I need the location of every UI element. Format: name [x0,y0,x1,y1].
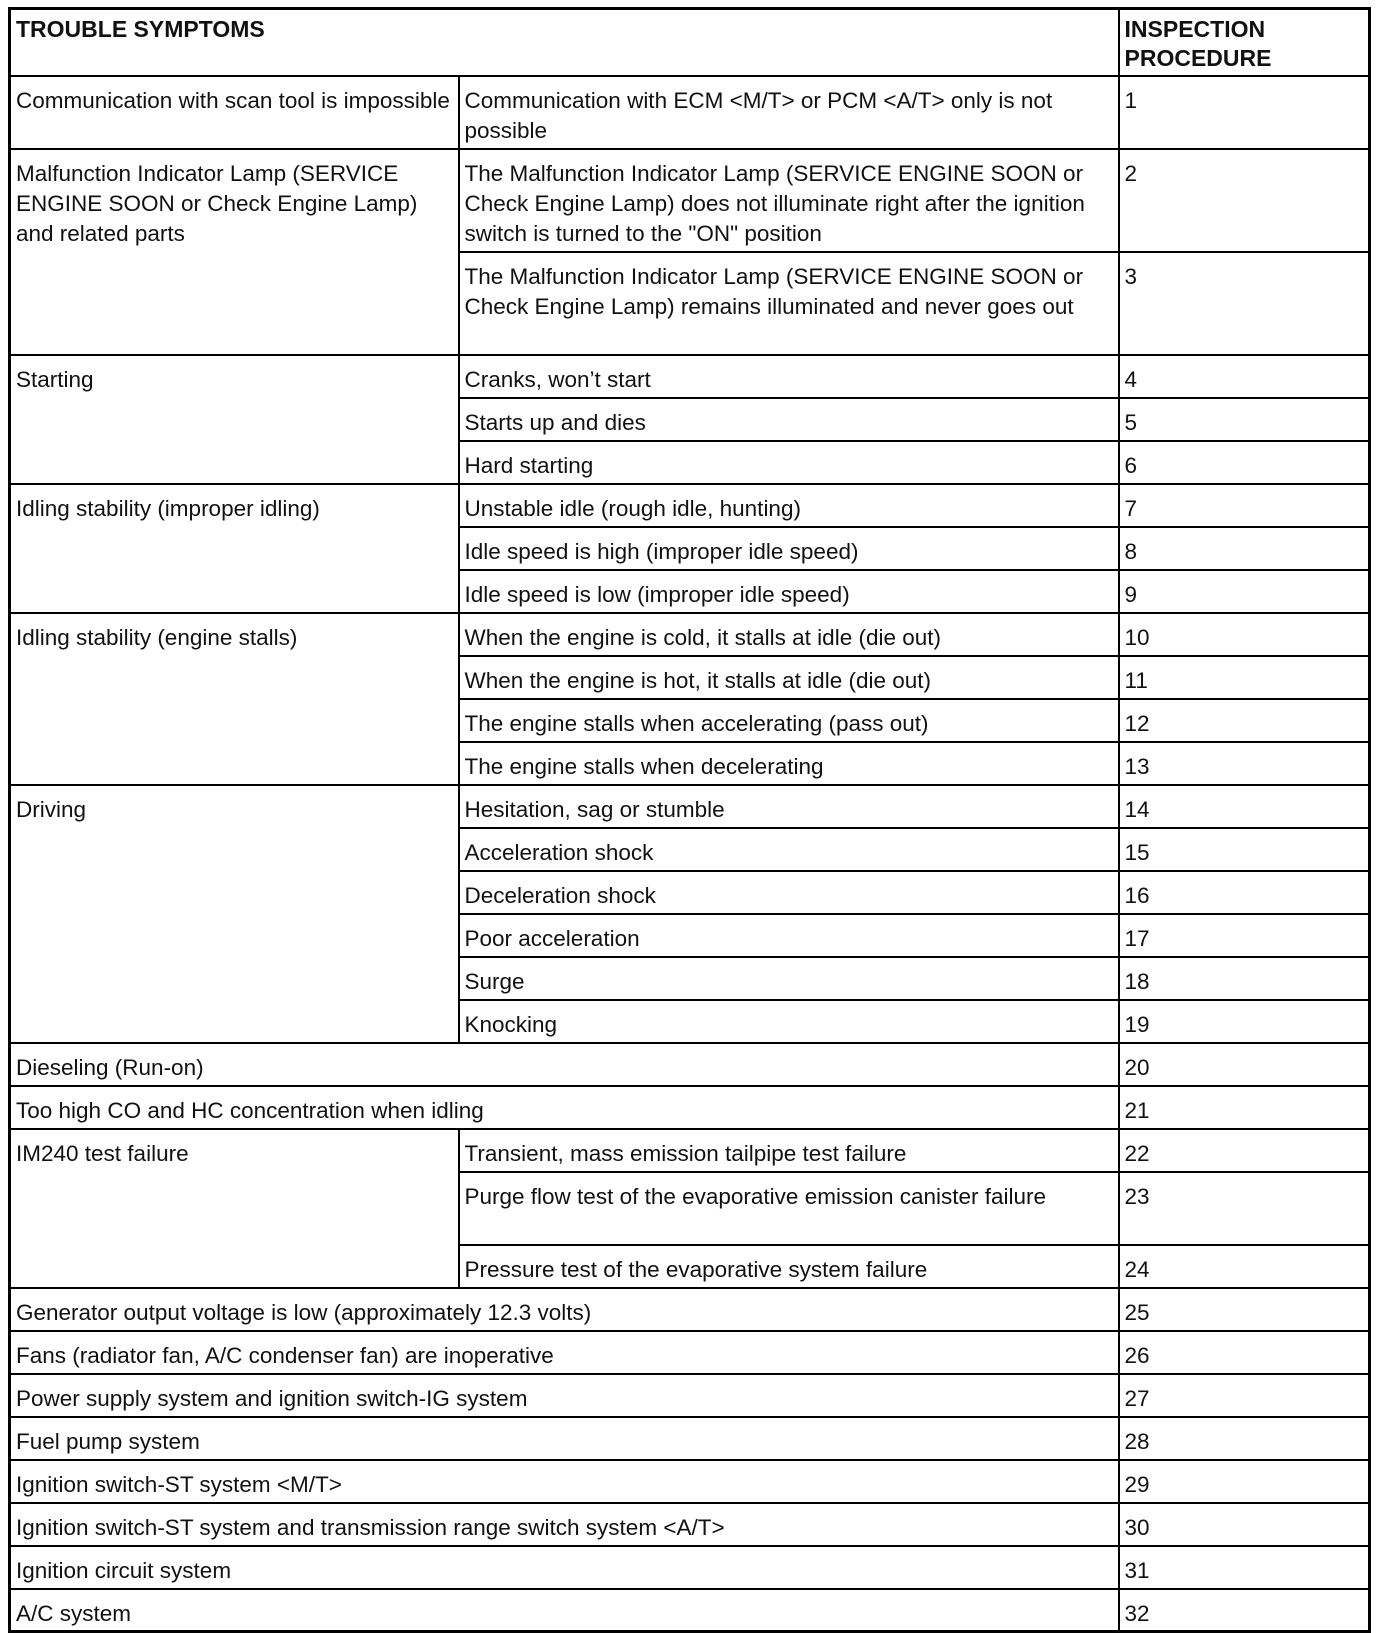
symptom-cell: Poor acceleration [459,914,1119,957]
symptom-cell: Deceleration shock [459,871,1119,914]
group-idling-stalls: Idling stability (engine stalls) [10,613,459,785]
procedure-cell: 12 [1119,699,1370,742]
table-row [10,785,1370,828]
procedure-cell: 27 [1119,1374,1370,1417]
symptom-cell: Communication with ECM <M/T> or PCM <A/T> only is not possible [459,76,1119,149]
symptom-cell: Dieseling (Run-on) [10,1043,1119,1086]
procedure-cell: 32 [1119,1589,1370,1632]
procedure-cell: 7 [1119,484,1370,527]
table-row [10,1460,1370,1503]
procedure-cell: 3 [1119,252,1370,355]
procedure-cell: 29 [1119,1460,1370,1503]
symptom-cell: Generator output voltage is low (approximately 12.3 volts) [10,1288,1119,1331]
table-row [10,1374,1370,1417]
symptom-cell: Power supply system and ignition switch-IG system [10,1374,1119,1417]
procedure-cell: 11 [1119,656,1370,699]
procedure-cell: 6 [1119,441,1370,484]
procedure-cell: 26 [1119,1331,1370,1374]
symptom-cell: Starts up and dies [459,398,1119,441]
symptom-cell: A/C system [10,1589,1119,1632]
procedure-cell: 28 [1119,1417,1370,1460]
group-im240: IM240 test failure [10,1129,459,1288]
group-mil: Malfunction Indicator Lamp (SERVICE ENGINE SOON or Check Engine Lamp) and related parts [10,149,459,355]
header-row [10,9,1370,76]
table-row [10,1086,1370,1129]
table-row [10,1417,1370,1460]
procedure-cell: 24 [1119,1245,1370,1288]
symptom-cell: Fans (radiator fan, A/C condenser fan) are inoperative [10,1331,1119,1374]
symptom-cell: The Malfunction Indicator Lamp (SERVICE ENGINE SOON or Check Engine Lamp) remains illuminated and never goes out [459,252,1119,355]
procedure-cell: 17 [1119,914,1370,957]
group-idling-improper: Idling stability (improper idling) [10,484,459,613]
table-row [10,484,1370,527]
procedure-cell: 19 [1119,1000,1370,1043]
procedure-cell: 18 [1119,957,1370,1000]
procedure-cell: 5 [1119,398,1370,441]
symptom-cell: Idle speed is low (improper idle speed) [459,570,1119,613]
procedure-cell: 22 [1119,1129,1370,1172]
symptom-cell: Unstable idle (rough idle, hunting) [459,484,1119,527]
symptom-cell: Cranks, won’t start [459,355,1119,398]
procedure-cell: 31 [1119,1546,1370,1589]
symptom-cell: Idle speed is high (improper idle speed) [459,527,1119,570]
symptom-cell: Ignition switch-ST system <M/T> [10,1460,1119,1503]
symptom-cell: When the engine is cold, it stalls at idle (die out) [459,613,1119,656]
table-row [10,1288,1370,1331]
procedure-cell: 13 [1119,742,1370,785]
symptom-cell: Pressure test of the evaporative system failure [459,1245,1119,1288]
procedure-cell: 10 [1119,613,1370,656]
symptom-cell: Ignition circuit system [10,1546,1119,1589]
symptom-cell: The engine stalls when accelerating (pass out) [459,699,1119,742]
group-starting: Starting [10,355,459,484]
procedure-cell: 9 [1119,570,1370,613]
table-row [10,1331,1370,1374]
header-procedure-line1: INSPECTION [1124,16,1266,42]
symptom-cell: Fuel pump system [10,1417,1119,1460]
symptom-cell: Purge flow test of the evaporative emission canister failure [459,1172,1119,1245]
symptom-cell: The Malfunction Indicator Lamp (SERVICE ENGINE SOON or Check Engine Lamp) does not illuminate right after the ignition switch is turned to the "ON" position [459,149,1119,252]
table-row [10,613,1370,656]
procedure-cell: 4 [1119,355,1370,398]
procedure-cell: 1 [1119,76,1370,149]
table-row [10,1129,1370,1172]
table-row [10,1589,1370,1632]
symptom-cell: Hard starting [459,441,1119,484]
symptom-cell: Knocking [459,1000,1119,1043]
table-row [10,1043,1370,1086]
table-row [10,1546,1370,1589]
symptom-cell: Acceleration shock [459,828,1119,871]
procedure-cell: 8 [1119,527,1370,570]
table-row [10,1503,1370,1546]
procedure-cell: 14 [1119,785,1370,828]
table-row [10,149,1370,252]
symptom-cell: Surge [459,957,1119,1000]
procedure-cell: 21 [1119,1086,1370,1129]
procedure-cell: 20 [1119,1043,1370,1086]
group-driving: Driving [10,785,459,1043]
symptom-cell: Too high CO and HC concentration when idling [10,1086,1119,1129]
header-inspection-procedure [1119,9,1370,76]
header-procedure-line2: PROCEDURE [1124,45,1272,71]
symptom-cell: The engine stalls when decelerating [459,742,1119,785]
table-row [10,355,1370,398]
procedure-cell: 25 [1119,1288,1370,1331]
procedure-cell: 2 [1119,149,1370,252]
procedure-cell: 30 [1119,1503,1370,1546]
symptom-cell: Transient, mass emission tailpipe test failure [459,1129,1119,1172]
procedure-cell: 16 [1119,871,1370,914]
procedure-cell: 23 [1119,1172,1370,1245]
group-communication: Communication with scan tool is impossible [10,76,459,149]
symptom-cell: Ignition switch-ST system and transmission range switch system <A/T> [10,1503,1119,1546]
trouble-symptoms-table [8,7,1371,1633]
symptom-cell: When the engine is hot, it stalls at idle (die out) [459,656,1119,699]
table-row [10,76,1370,149]
header-symptoms: TROUBLE SYMPTOMS [10,9,1119,76]
procedure-cell: 15 [1119,828,1370,871]
symptom-cell: Hesitation, sag or stumble [459,785,1119,828]
